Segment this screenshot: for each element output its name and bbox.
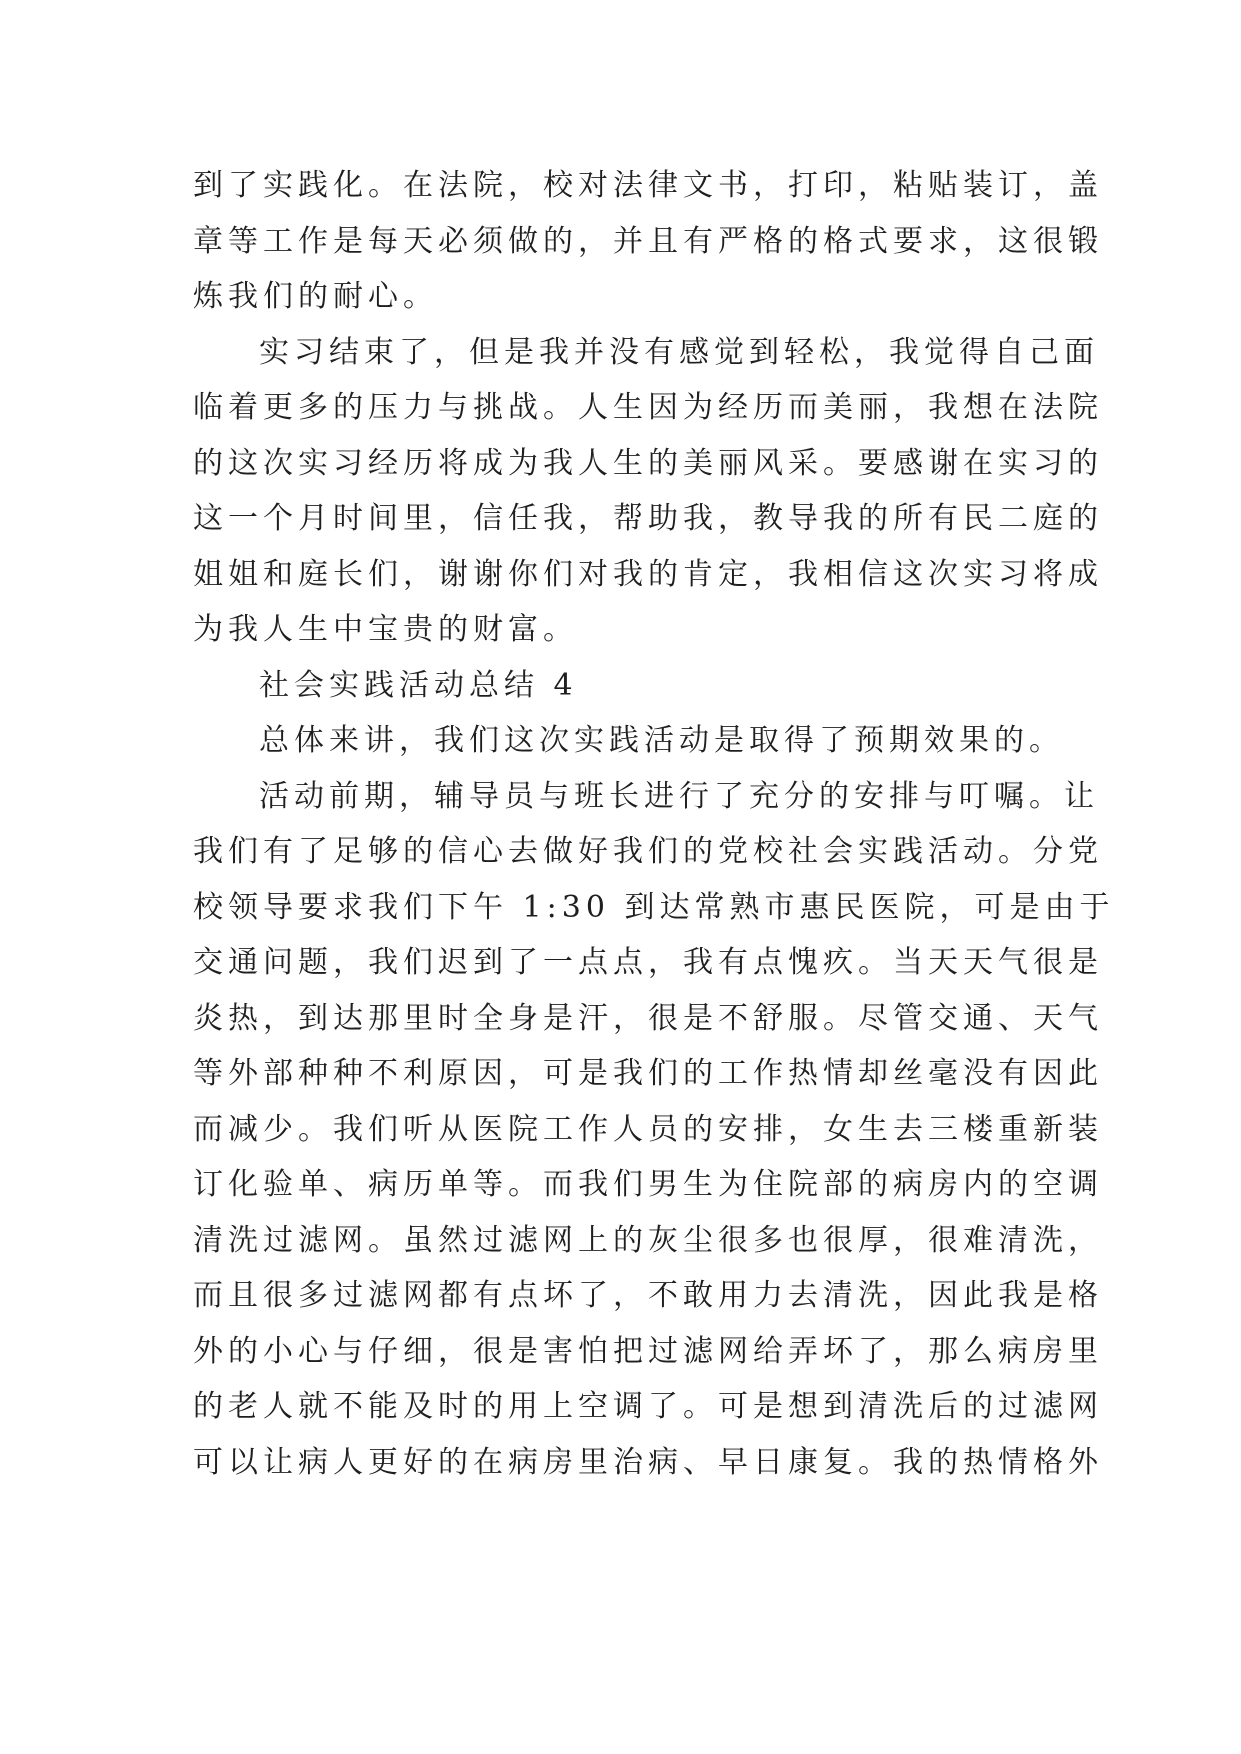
paragraph-line: 我们有了足够的信心去做好我们的党校社会实践活动。分党 xyxy=(193,834,1103,869)
paragraph-line: 而减少。我们听从医院工作人员的安排，女生去三楼重新装 xyxy=(193,1111,1103,1147)
paragraph-line: 炼我们的耐心。 xyxy=(193,279,438,314)
paragraph-line: 的老人就不能及时的用上空调了。可是想到清洗后的过滤网 xyxy=(193,1389,1103,1424)
paragraph-line: 到了实践化。在法院，校对法律文书，打印，粘贴装订，盖 xyxy=(193,168,1103,203)
paragraph-line: 为我人生中宝贵的财富。 xyxy=(193,612,578,647)
paragraph-line: 实习结束了，但是我并没有感觉到轻松，我觉得自己面 xyxy=(259,334,1099,370)
paragraph-line: 等外部种种不利原因，可是我们的工作热情却丝毫没有因此 xyxy=(193,1056,1103,1091)
paragraph-line: 活动前期，辅导员与班长进行了充分的安排与叮嘱。让 xyxy=(259,778,1099,814)
paragraph-line: 这一个月时间里，信任我，帮助我，教导我的所有民二庭的 xyxy=(193,501,1103,536)
paragraph-line: 交通问题，我们迟到了一点点，我有点愧疚。当天天气很是 xyxy=(193,945,1103,980)
paragraph-line: 章等工作是每天必须做的，并且有严格的格式要求，这很锻 xyxy=(193,223,1103,259)
paragraph-line: 的这次实习经历将成为我人生的美丽风采。要感谢在实习的 xyxy=(193,445,1103,481)
paragraph-line: 外的小心与仔细，很是害怕把过滤网给弄坏了，那么病房里 xyxy=(193,1333,1103,1369)
paragraph-line: 炎热，到达那里时全身是汗，很是不舒服。尽管交通、天气 xyxy=(193,1000,1103,1036)
document-body xyxy=(193,158,1115,1490)
paragraph-line: 而且很多过滤网都有点坏了，不敢用力去清洗，因此我是格 xyxy=(193,1278,1103,1313)
paragraph-line: 校领导要求我们下午 1:30 到达常熟市惠民医院，可是由于 xyxy=(193,889,1115,925)
paragraph-line: 可以让病人更好的在病房里治病、早日康复。我的热情格外 xyxy=(193,1444,1103,1480)
section-heading: 社会实践活动总结 4 xyxy=(259,667,578,703)
paragraph-line: 总体来讲，我们这次实践活动是取得了预期效果的。 xyxy=(259,723,1064,758)
paragraph-line: 清洗过滤网。虽然过滤网上的灰尘很多也很厚，很难清洗， xyxy=(193,1222,1103,1258)
paragraph-line: 姐姐和庭长们，谢谢你们对我的肯定，我相信这次实习将成 xyxy=(193,556,1103,592)
paragraph-line: 订化验单、病历单等。而我们男生为住院部的病房内的空调 xyxy=(193,1167,1103,1202)
paragraph-line: 临着更多的压力与挑战。人生因为经历而美丽，我想在法院 xyxy=(193,390,1103,425)
